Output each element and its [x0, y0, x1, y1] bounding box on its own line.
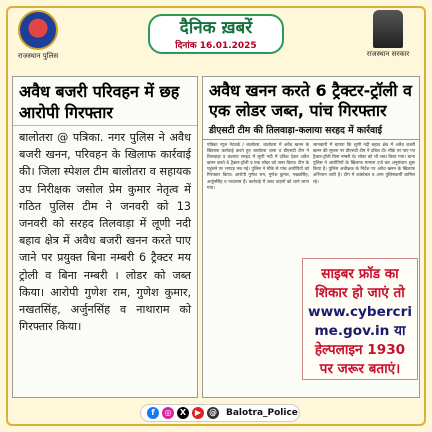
rajasthan-police-logo	[14, 10, 62, 61]
rajasthan-government-logo	[358, 10, 418, 59]
masthead	[148, 14, 284, 54]
left-body: बालोतरा @ पत्रिका. नगर पुलिस ने अवैध बजरी खनन, परिवहन के खिलाफ कार्रवाई की। जिला स्पेशल टीम बालोतरा व सहायक उप निरीक्षक जसोल प्रेम कुमार नेतृत्व में गठित पुलिस टीम ने जनवरी को 13 जनवरी को सरहद तिलवाड़ा में लूणी नदी बहाव क्षेत्र में अवैध बजरी खनन करते पाए जाने पर प्रयुक्त बिना नम्बरी 6 ट्रैक्टर मय ट्रोली व बिना नम्बरी । लोडर को जब्त किया। आरोपी गुणेश राम, गुणेश कुमार, नखतसिंह, अर्जुनसिंह व नाथाराम को गिरफ्तार किया।	[13, 125, 197, 338]
right-logo-caption: राजस्थान सरकार	[366, 50, 410, 58]
social-footer	[140, 404, 300, 422]
facebook-icon[interactable]: f	[147, 407, 159, 419]
left-news-clipping	[12, 76, 198, 398]
social-handle[interactable]: Balotra_Police	[226, 408, 298, 418]
masthead-date: दिनांक 16.01.2025	[175, 41, 257, 51]
right-headline: अवैध खनन करते 6 ट्रैक्टर-ट्रॉली व एक लोडर जब्त, पांच गिरफ्तार	[209, 81, 412, 120]
left-headline: अवैध बजरी परिवहन में छह आरोपी गिरफ्तार	[19, 82, 180, 122]
right-body-column-1: पत्रिका न्यूज नेटवर्क / बालोतरा. बालोतरा में अवैध खनन के खिलाफ कार्रवाई करते हुए बालोतरा थाना व डीएसटी टीम ने तिलवाड़ा व कलाया सरहद में लूणी नदी में दबिश देकर अवैध खनन करते 6 ट्रैक्टर-ट्रॉली व एक लोडर को जब्त किया। टीम के पहुंचने पर भगदड़ मच गई। पुलिस ने मौके से पांच आरोपियों को गिरफ्तार किया। आरोपी गुणेश राम, गुणेश कुमार, नखतसिंह, अर्जुनसिंह व नाथाराम हैं। कार्रवाई में जब्त वाहनों को थाने लाया गया।	[207, 143, 309, 191]
callout-line-3: www.cybercri	[308, 304, 412, 320]
youtube-icon[interactable]: ▶	[192, 407, 204, 419]
threads-icon[interactable]: @	[209, 408, 217, 417]
callout-line-5: हेल्पलाइन 1930	[314, 342, 406, 358]
cyber-fraud-callout	[302, 258, 418, 380]
state-emblem-icon	[373, 10, 403, 48]
x-icon[interactable]: X	[177, 407, 189, 419]
callout-line-2: शिकार हो जाएं तो	[315, 285, 405, 301]
callout-line-4: me.gov.in या	[314, 323, 406, 339]
right-body-column-2: जानकारी में बताया कि लूणी नदी बहाव क्षेत्र में अवैध बजरी खनन की सूचना पर डीएसटी टीम ने दबिश दी। मौके पर पाए गए ट्रैक्टर-ट्रॉली बिना नम्बरी थे। लोडर को भी जब्त किया गया। थाना पुलिस ने आरोपियों के खिलाफ मामला दर्ज कर अनुसंधान शुरू किया है। पुलिस अधीक्षक के निर्देश पर अवैध खनन के खिलाफ अभियान जारी है। टीम में कांस्टेबल व अन्य पुलिसकर्मी शामिल रहे।	[313, 143, 415, 185]
police-seal-icon	[18, 10, 58, 50]
right-body-columns	[203, 140, 419, 195]
instagram-icon[interactable]: ◎	[162, 407, 174, 419]
left-logo-caption: राजस्थान पुलिस	[17, 52, 59, 60]
masthead-title: दैनिक ख़बरें	[179, 18, 253, 38]
callout-line-6: पर जरूर बताएं।	[319, 361, 401, 377]
callout-line-1: साइबर फ्रॉड का	[321, 266, 399, 282]
right-subhead: डीएसटी टीम की तिलवाड़ा-कलाया सरहद में कार्रवाई	[203, 121, 419, 140]
